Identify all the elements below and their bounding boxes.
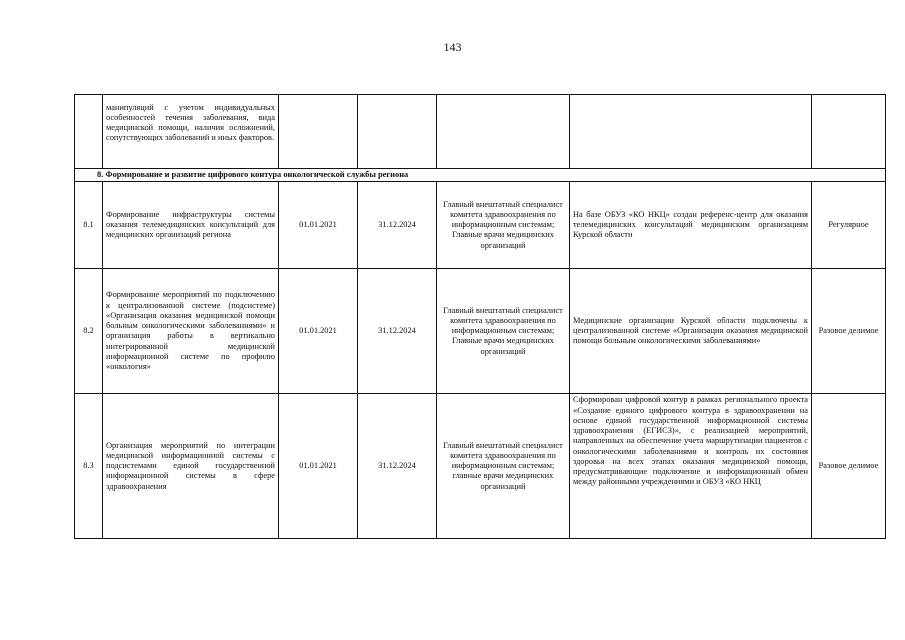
responsible-cell: Главный внештатный специалист комитета здравоохранения по информационным системам; Главные врачи медицинских организаций	[437, 269, 570, 394]
continuation-activity-clip	[106, 103, 275, 161]
page-number: 143	[443, 40, 462, 54]
start-date-cell: 01.01.2021	[279, 269, 358, 394]
table-row	[75, 269, 886, 394]
end-date-cell: 31.12.2024	[358, 182, 437, 269]
row-number: 8.1	[75, 182, 103, 269]
continuation-activity-cell	[103, 95, 279, 169]
event-type-cell: Разовое делимое	[812, 269, 886, 394]
result-text: Сформирован цифровой контур в рамках регионального проекта «Создание единого цифрового контура в здравоохранении на основе единой государственной информационной системы здравоохранения (ЕГИСЗ)», с реализацией мероприятий, направленных на обеспечение учета маршрутизации пациентов с онкологическими заболеваниями и контроль их состояния здоровья на всех этапах оказания медицинской помощи, предусматривающие подключение и информационный обмен между районными учреждениями и ОБУЗ «КО НКЦ	[573, 395, 808, 487]
continuation-end-cell	[358, 95, 437, 169]
table-row	[75, 182, 886, 269]
continuation-type-cell	[812, 95, 886, 169]
result-cell: Медицинские организации Курской области подключены к централизованной системе «Организация оказания медицинской помощи больным онкологическими заболеваниями»	[570, 269, 812, 394]
end-date-cell: 31.12.2024	[358, 394, 437, 539]
responsible-cell: Главный внештатный специалист комитета здравоохранения по информационным системам; главные врачи медицинских организаций	[437, 394, 570, 539]
continuation-num-cell	[75, 95, 103, 169]
row-number: 8.3	[75, 394, 103, 539]
continuation-responsible-cell	[437, 95, 570, 169]
result-text-clip	[573, 395, 808, 537]
start-date-cell: 01.01.2021	[279, 394, 358, 539]
activity-cell: Формирование инфраструктуры системы оказания телемедицинских консультаций для медицинских организаций региона	[103, 182, 279, 269]
activity-plan-table	[74, 94, 886, 539]
continuation-activity-text: манипуляций с учетом индивидуальных особенностей течения заболевания, вида медицинской помощи, наличия осложнений, сопутствующих заболеваний и иных факторов.	[106, 102, 275, 143]
event-type-cell: Разовое делимое	[812, 394, 886, 539]
table-row	[75, 394, 886, 539]
activity-plan-table-wrapper	[74, 94, 879, 539]
continuation-result-cell	[570, 95, 812, 169]
responsible-cell: Главный внештатный специалист комитета здравоохранения по информационным системам; Главные врачи медицинских организаций	[437, 182, 570, 269]
end-date-cell: 31.12.2024	[358, 269, 437, 394]
section-header-row	[75, 169, 886, 182]
section-title: 8. Формирование и развитие цифрового контура онкологической службы региона	[75, 169, 886, 182]
result-cell	[570, 394, 812, 539]
row-number: 8.2	[75, 269, 103, 394]
continuation-start-cell	[279, 95, 358, 169]
activity-cell: Организация мероприятий по интеграции медицинской информационной системы с подсистемами единой государственной информационной системы в сфере здравоохранения	[103, 394, 279, 539]
start-date-cell: 01.01.2021	[279, 182, 358, 269]
continuation-row	[75, 95, 886, 169]
event-type-cell: Регулярное	[812, 182, 886, 269]
result-cell: На базе ОБУЗ «КО НКЦ» создан референс-центр для оказания телемедицинских консультаций медицинским организациям Курской области	[570, 182, 812, 269]
activity-cell: Формирование мероприятий по подключению к централизованной системе (подсистеме) «Организация оказания медицинской помощи больным онкологическими заболеваниями» и организация работы в вертикально интегрированной медицинской информационной системе по профилю «онкология»	[103, 269, 279, 394]
